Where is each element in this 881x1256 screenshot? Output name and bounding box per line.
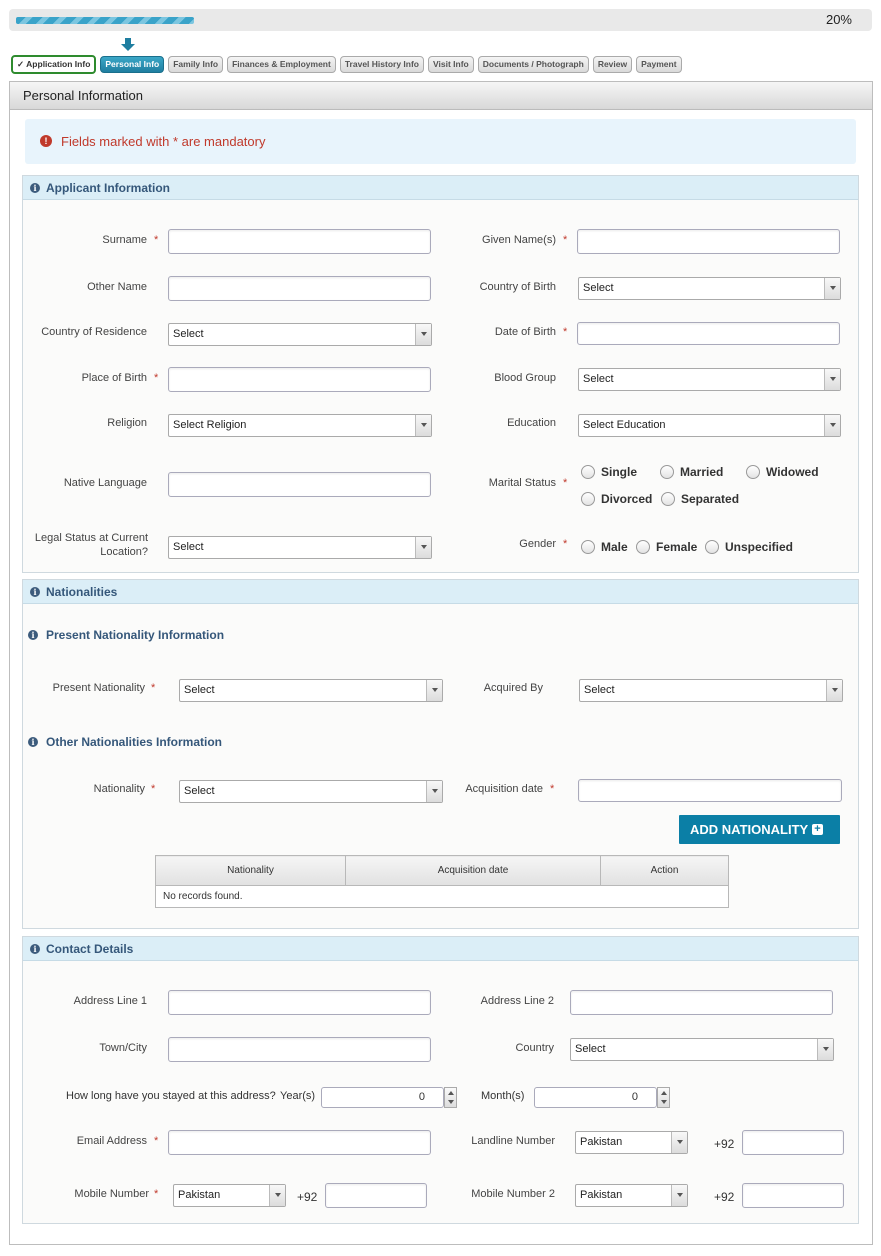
address-line-2-label: Address Line 2 bbox=[480, 995, 554, 1007]
date-of-birth-label: Date of Birth bbox=[494, 326, 556, 338]
add-nationality-button[interactable] bbox=[679, 815, 840, 844]
landline-dial-code: +92 bbox=[714, 1137, 735, 1151]
blood-group-select[interactable] bbox=[578, 368, 841, 391]
years-label: Year(s) bbox=[280, 1090, 316, 1102]
column-header: Action bbox=[601, 856, 729, 886]
radio-unspecified[interactable]: Unspecified bbox=[705, 540, 793, 554]
step-travel-history[interactable]: Travel History Info bbox=[340, 56, 424, 73]
nationality-label: Nationality bbox=[93, 783, 145, 795]
stay-duration-question: How long have you stayed at this address? bbox=[66, 1090, 276, 1102]
present-nationality-select[interactable] bbox=[179, 679, 443, 702]
step-visit-info[interactable]: Visit Info bbox=[428, 56, 474, 73]
required-marker: * bbox=[563, 477, 568, 489]
select-value: Pakistan bbox=[178, 1189, 221, 1201]
mobile-dial-code: +92 bbox=[297, 1190, 318, 1204]
chevron-down-icon bbox=[415, 537, 431, 558]
chevron-down-icon bbox=[269, 1185, 285, 1206]
required-marker: * bbox=[550, 783, 555, 795]
step-application-info[interactable]: ✓ Application Info bbox=[11, 55, 96, 74]
email-address-label: Email Address bbox=[76, 1135, 147, 1147]
button-label: ADD NATIONALITY bbox=[690, 822, 809, 837]
acquisition-date-label: Acquisition date bbox=[465, 783, 543, 795]
section-header bbox=[23, 580, 858, 604]
chevron-down-icon bbox=[671, 1132, 687, 1153]
step-documents-photograph[interactable]: Documents / Photograph bbox=[478, 56, 589, 73]
step-payment[interactable]: Payment bbox=[636, 56, 681, 73]
nationalities-table bbox=[155, 855, 729, 908]
religion-select[interactable] bbox=[168, 414, 432, 437]
marital-status-label: Marital Status bbox=[488, 477, 556, 489]
subsection-title: Other Nationalities Information bbox=[46, 735, 223, 749]
radio-divorced[interactable]: Divorced bbox=[581, 492, 652, 506]
native-language-label: Native Language bbox=[63, 477, 147, 489]
progress-container bbox=[9, 9, 872, 31]
select-value: Select bbox=[583, 373, 614, 385]
empty-row: No records found. bbox=[156, 886, 729, 908]
chevron-down-icon bbox=[817, 1039, 833, 1060]
country-of-residence-select[interactable] bbox=[168, 323, 432, 346]
stepper-value: 0 bbox=[418, 1091, 425, 1103]
radio-single[interactable]: Single bbox=[581, 465, 637, 479]
acquisition-date-input[interactable] bbox=[578, 779, 842, 802]
gender-label: Gender bbox=[519, 538, 556, 550]
nationality-select[interactable] bbox=[179, 780, 443, 803]
step-personal-info[interactable]: Personal Info bbox=[100, 56, 164, 73]
info-icon: i bbox=[28, 737, 38, 747]
landline-country-select[interactable] bbox=[575, 1131, 688, 1154]
step-review[interactable]: Review bbox=[593, 56, 632, 73]
panel-title: Personal Information bbox=[10, 82, 872, 110]
spinner-arrows-icon[interactable] bbox=[444, 1087, 457, 1108]
chevron-down-icon bbox=[426, 680, 442, 701]
chevron-down-icon bbox=[826, 680, 842, 701]
progress-bar bbox=[16, 17, 194, 24]
notice-text: Fields marked with * are mandatory bbox=[61, 134, 266, 149]
column-header[interactable]: Acquisition date bbox=[346, 856, 601, 886]
present-nationality-label: Present Nationality bbox=[52, 682, 145, 694]
required-marker: * bbox=[154, 1188, 159, 1200]
native-language-input[interactable] bbox=[168, 472, 431, 497]
months-stepper[interactable] bbox=[534, 1087, 657, 1108]
current-step-arrow-icon bbox=[121, 38, 135, 52]
place-of-birth-input[interactable] bbox=[168, 367, 431, 392]
wizard-steps bbox=[11, 55, 682, 74]
place-of-birth-label: Place of Birth bbox=[81, 372, 147, 384]
step-family-info[interactable]: Family Info bbox=[168, 56, 223, 73]
address-line-2-input[interactable] bbox=[570, 990, 833, 1015]
mobile-number-label: Mobile Number bbox=[74, 1188, 149, 1200]
landline-number-label: Landline Number bbox=[471, 1135, 555, 1147]
select-value: Select Education bbox=[583, 419, 666, 431]
info-icon: i bbox=[28, 630, 38, 640]
select-value: Select bbox=[184, 785, 215, 797]
info-icon: i bbox=[30, 183, 40, 193]
acquired-by-label: Acquired By bbox=[483, 682, 543, 694]
select-value: Pakistan bbox=[580, 1189, 623, 1201]
spinner-arrows-icon[interactable] bbox=[657, 1087, 670, 1108]
mobile-number-2-input[interactable] bbox=[742, 1183, 844, 1208]
required-marker: * bbox=[563, 234, 568, 246]
info-icon: i bbox=[30, 587, 40, 597]
column-header[interactable]: Nationality bbox=[156, 856, 346, 886]
months-label: Month(s) bbox=[481, 1090, 525, 1102]
surname-label: Surname bbox=[102, 234, 147, 246]
mobile-2-dial-code: +92 bbox=[714, 1190, 735, 1204]
address-line-1-label: Address Line 1 bbox=[73, 995, 147, 1007]
legal-status-select[interactable] bbox=[168, 536, 432, 559]
select-value: Select bbox=[173, 541, 204, 553]
given-names-label: Given Name(s) bbox=[482, 234, 556, 246]
date-of-birth-input[interactable] bbox=[577, 322, 840, 345]
required-marker: * bbox=[563, 326, 568, 338]
country-of-residence-label: Country of Residence bbox=[41, 326, 147, 338]
section-title: Applicant Information bbox=[46, 181, 170, 195]
select-value: Select bbox=[584, 684, 615, 696]
radio-widowed[interactable]: Widowed bbox=[746, 465, 819, 479]
email-address-input[interactable] bbox=[168, 1130, 431, 1155]
acquired-by-select[interactable] bbox=[579, 679, 843, 702]
mobile-number-input[interactable] bbox=[325, 1183, 427, 1208]
chevron-down-icon bbox=[671, 1185, 687, 1206]
legal-status-label: Legal Status at Current Location? bbox=[34, 532, 148, 558]
required-marker: * bbox=[563, 538, 568, 550]
select-value: Select bbox=[575, 1043, 606, 1055]
country-select[interactable] bbox=[570, 1038, 834, 1061]
other-name-input[interactable] bbox=[168, 276, 431, 301]
landline-number-input[interactable] bbox=[742, 1130, 844, 1155]
select-value: Select bbox=[583, 282, 614, 294]
mobile-country-select[interactable] bbox=[173, 1184, 286, 1207]
select-value: Pakistan bbox=[580, 1136, 623, 1148]
mobile-number-2-label: Mobile Number 2 bbox=[471, 1188, 555, 1200]
other-name-label: Other Name bbox=[87, 281, 147, 293]
education-select[interactable] bbox=[578, 414, 841, 437]
radio-male[interactable]: Male bbox=[581, 540, 628, 554]
select-value: Select bbox=[184, 684, 215, 696]
section-header bbox=[23, 937, 858, 961]
town-city-label: Town/City bbox=[99, 1042, 147, 1054]
info-icon: i bbox=[30, 944, 40, 954]
applicant-information-section bbox=[22, 175, 859, 573]
country-of-birth-label: Country of Birth bbox=[479, 281, 556, 293]
stepper-value: 0 bbox=[631, 1091, 638, 1103]
mobile-2-country-select[interactable] bbox=[575, 1184, 688, 1207]
required-marker: * bbox=[154, 372, 159, 384]
years-stepper[interactable] bbox=[321, 1087, 444, 1108]
plus-icon: + bbox=[812, 824, 823, 835]
radio-female[interactable]: Female bbox=[636, 540, 697, 554]
section-header bbox=[23, 176, 858, 200]
section-title: Nationalities bbox=[46, 585, 118, 599]
chevron-down-icon bbox=[415, 415, 431, 436]
given-names-input[interactable] bbox=[577, 229, 840, 254]
present-nationality-heading bbox=[28, 628, 224, 642]
religion-label: Religion bbox=[107, 417, 147, 429]
required-marker: * bbox=[151, 783, 156, 795]
radio-separated[interactable]: Separated bbox=[661, 492, 739, 506]
progress-percent: 20% bbox=[825, 12, 852, 27]
required-marker: * bbox=[154, 234, 159, 246]
alert-icon: ! bbox=[40, 135, 52, 147]
personal-information-panel bbox=[9, 81, 873, 1245]
town-city-input[interactable] bbox=[168, 1037, 431, 1062]
education-label: Education bbox=[507, 417, 556, 429]
nationalities-section bbox=[22, 579, 859, 929]
chevron-down-icon bbox=[824, 415, 840, 436]
step-finances-employment[interactable]: Finances & Employment bbox=[227, 56, 336, 73]
chevron-down-icon bbox=[415, 324, 431, 345]
section-title: Contact Details bbox=[46, 942, 134, 956]
select-value: Select bbox=[173, 328, 204, 340]
chevron-down-icon bbox=[824, 369, 840, 390]
country-label: Country bbox=[515, 1042, 554, 1054]
chevron-down-icon bbox=[426, 781, 442, 802]
blood-group-label: Blood Group bbox=[494, 372, 556, 384]
surname-input[interactable] bbox=[168, 229, 431, 254]
radio-married[interactable]: Married bbox=[660, 465, 723, 479]
country-of-birth-select[interactable] bbox=[578, 277, 841, 300]
mandatory-notice bbox=[25, 119, 856, 164]
chevron-down-icon bbox=[824, 278, 840, 299]
address-line-1-input[interactable] bbox=[168, 990, 431, 1015]
required-marker: * bbox=[151, 682, 156, 694]
select-value: Select Religion bbox=[173, 419, 247, 431]
subsection-title: Present Nationality Information bbox=[46, 628, 225, 642]
other-nationalities-heading bbox=[28, 735, 222, 749]
required-marker: * bbox=[154, 1135, 159, 1147]
contact-details-section bbox=[22, 936, 859, 1224]
